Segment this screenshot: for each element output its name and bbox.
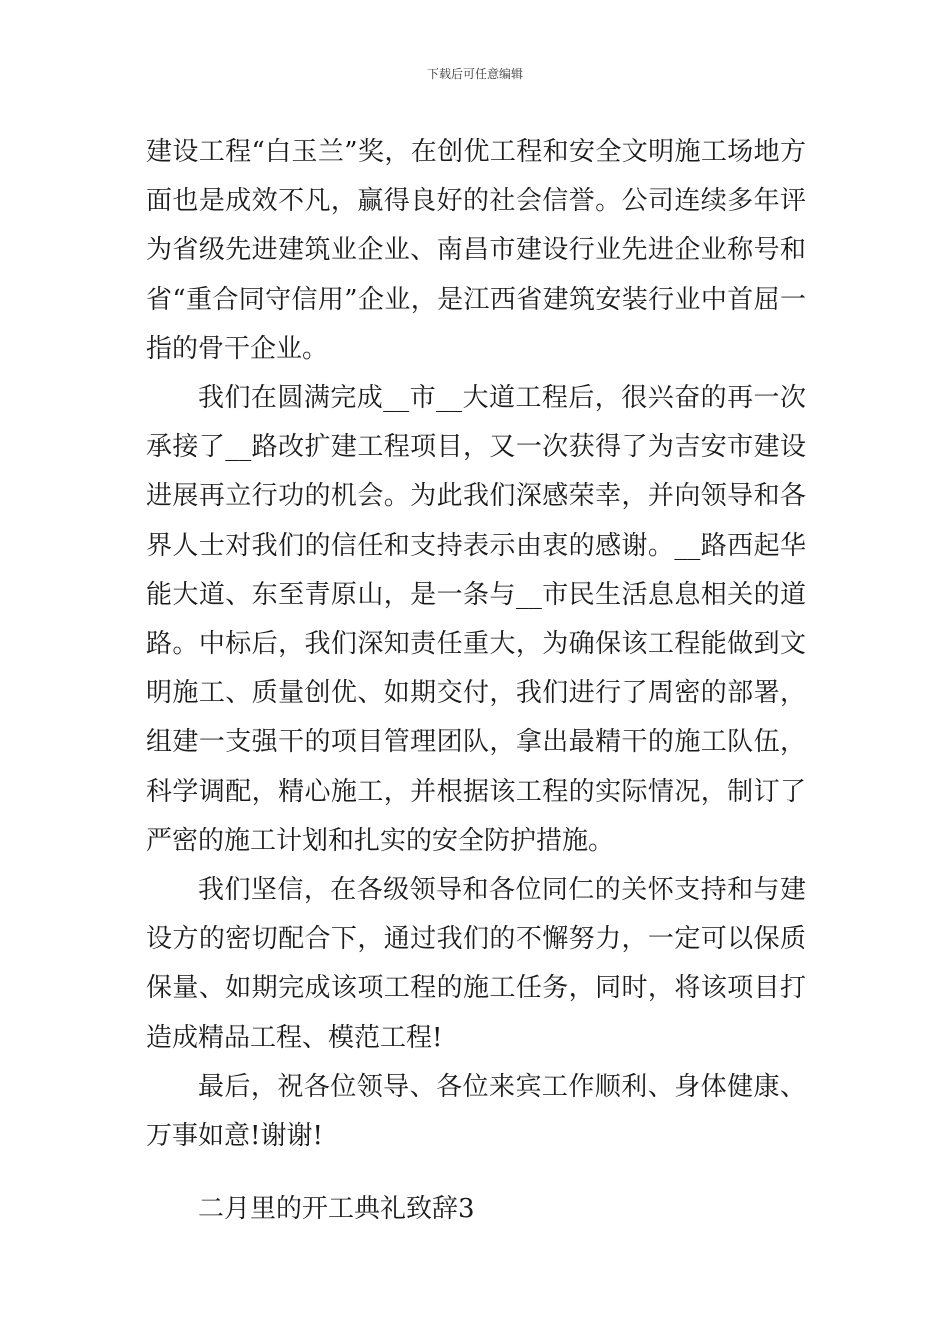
paragraph-commitment: 我们坚信，在各级领导和各位同仁的关怀支持和与建设方的密切配合下，通过我们的不懈努力，一定可以保质保量、如期完成该项工程的施工任务，同时，将该项目打造成精品工程、模范工程!: [146, 875, 806, 1053]
document-body: [146, 128, 806, 1234]
section-title: 二月里的开工典礼致辞3: [198, 1194, 475, 1225]
paragraph-closing-wishes: 最后，祝各位领导、各位来宾工作顺利、身体健康、万事如意!谢谢!: [146, 1071, 806, 1152]
paragraph-continuation: 建设工程“白玉兰”奖，在创优工程和安全文明施工场地方面也是成效不凡，赢得良好的社会信誉。公司连续多年评为省级先进建筑业企业、南昌市建设行业先进企业称号和省“重合同守信用”企业，是江西省建筑安装行业中首屈一指的骨干企业。: [146, 137, 806, 364]
page-header-note: 下载后可任意编辑: [426, 67, 523, 81]
paragraph-project-intro: 我们在圆满完成__市__大道工程后，很兴奋的再一次承接了__路改扩建工程项目，又一次获得了为吉安市建设进展再立行功的机会。为此我们深感荣幸，并向领导和各界人士对我们的信任和支持表示由衷的感谢。__路西起华能大道、东至青原山，是一条与__市民生活息息相关的道路。中标后，我们深知责任重大，为确保该工程能做到文明施工、质量创优、如期交付，我们进行了周密的部署，组建一支强干的项目管理团队，拿出最精干的施工队伍，科学调配，精心施工，并根据该工程的实际情况，制订了严密的施工计划和扎实的安全防护措施。: [146, 383, 806, 856]
